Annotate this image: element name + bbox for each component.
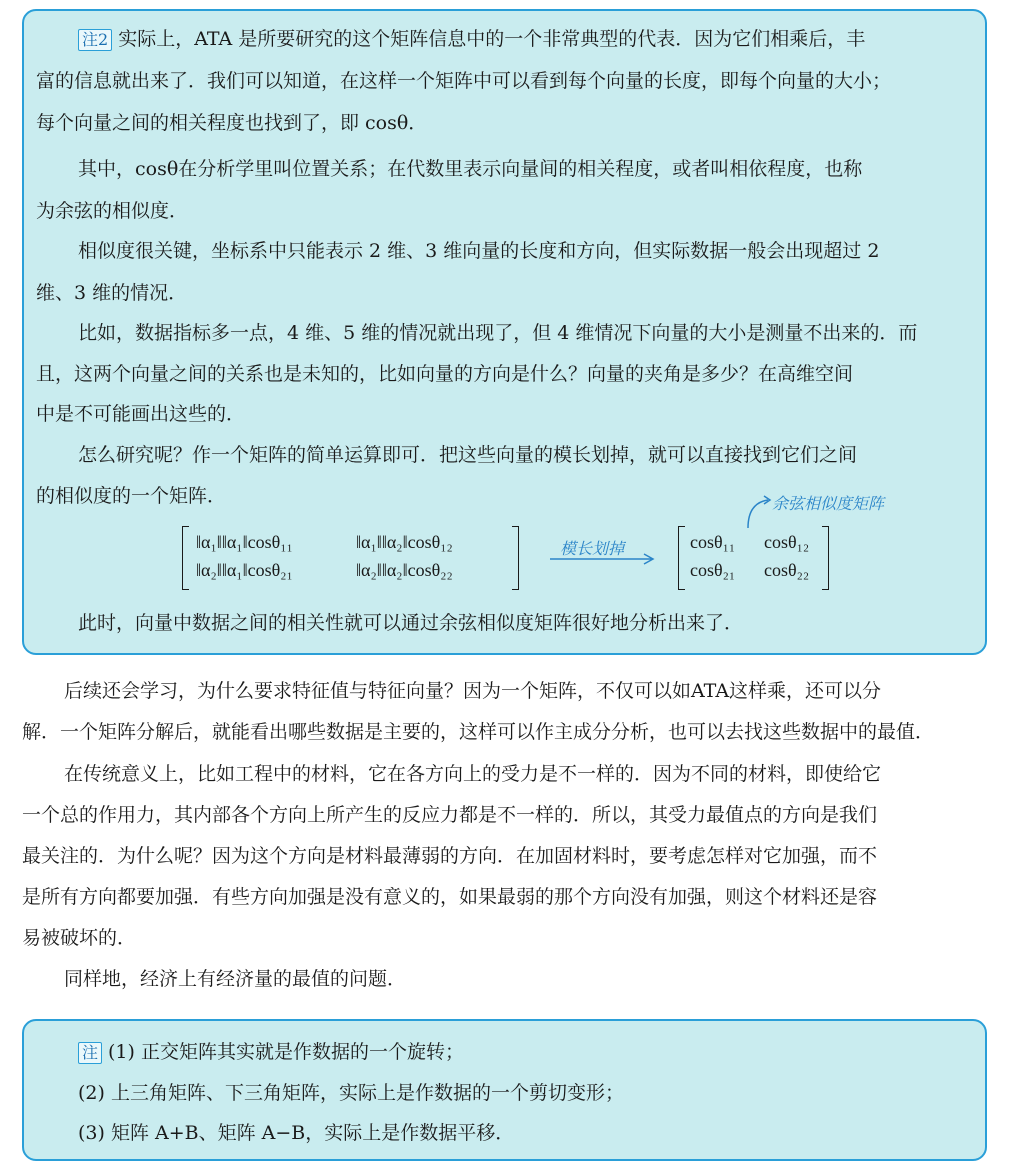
body-line-7: 易被破坏的． (22, 927, 137, 949)
note2-line-13: 此时，向量中数据之间的相关性就可以通过余弦相似度矩阵很好地分析出来了． (78, 612, 744, 634)
note2-tag: 注2 (78, 29, 112, 51)
note2-line-2: 富的信息就出来了．我们可以知道，在这样一个矩阵中可以看到每个向量的长度，即每个向量的大小； (36, 70, 892, 92)
note2-line-9: 且，这两个向量之间的关系也是未知的，比如向量的方向是什么？向量的夹角是多少？在高维空间 (36, 363, 854, 385)
left-matrix-bracket-right (512, 526, 519, 590)
body-line-1: 后续还会学习，为什么要求特征值与特征向量？因为一个矩阵，不仅可以如ATA这样乘，还可以分 (64, 680, 882, 702)
matrix-annotation: 余弦相似度矩阵 (772, 494, 885, 513)
right-matrix-cell-22: cosθ₂₂ (764, 560, 810, 580)
note2-line-6: 相似度很关键，坐标系中只能表示 2 维、3 维向量的长度和方向，但实际数据一般会出现超过 2 (78, 240, 880, 262)
left-matrix-bracket-left (182, 526, 189, 590)
note2-line-4: 其中，cosθ在分析学里叫位置关系；在代数里表示向量间的相关程度，或者叫相依程度，也称 (78, 158, 863, 180)
right-arrow-icon (548, 552, 658, 566)
note-tag: 注 (78, 1042, 102, 1064)
right-matrix-cell-12: cosθ₁₂ (764, 532, 810, 552)
body-line-8: 同样地，经济上有经济量的最值的问题． (64, 968, 407, 990)
body-line-2: 解．一个矩阵分解后，就能看出哪些数据是主要的，这样可以作主成分分析，也可以去找这些数据中的最值． (22, 721, 935, 743)
note-line-1 (78, 1040, 464, 1064)
note2-line-11: 怎么研究呢？作一个矩阵的简单运算即可．把这些向量的模长划掉，就可以直接找到它们之间 (78, 444, 858, 466)
body-line-4: 一个总的作用力，其内部各个方向上所产生的反应力都是不一样的．所以，其受力最值点的方向是我们 (22, 804, 878, 826)
note2-line-8: 比如，数据指标多一点，4 维、5 维的情况就出现了，但 4 维情况下向量的大小是测量不出来的．而 (78, 322, 918, 344)
right-matrix-cell-11: cosθ₁₁ (690, 532, 736, 552)
body-line-5: 最关注的．为什么呢？因为这个方向是材料最薄弱的方向．在加固材料时，要考虑怎样对它加强，而不 (22, 845, 878, 867)
note-text-1: (1) 正交矩阵其实就是作数据的一个旋转； (108, 1041, 464, 1063)
note-line-2: (2) 上三角矩阵、下三角矩阵，实际上是作数据的一个剪切变形； (78, 1082, 624, 1104)
note2-line-10: 中是不可能画出这些的． (36, 403, 246, 425)
note2-line-5: 为余弦的相似度． (36, 200, 189, 222)
arrow-label: 模长划掉 (560, 539, 625, 558)
note2-line-7: 维、3 维的情况． (36, 282, 188, 304)
right-matrix-cell-21: cosθ₂₁ (690, 560, 736, 580)
left-matrix-cell-21: ‖α₂‖‖α₁‖cosθ₂₁ (196, 560, 293, 580)
note-line-3: (3) 矩阵 A+B、矩阵 A−B，实际上是作数据平移． (78, 1122, 515, 1144)
note2-text-1: 实际上，ATA 是所要研究的这个矩阵信息中的一个非常典型的代表．因为它们相乘后，丰 (118, 28, 866, 50)
body-line-3: 在传统意义上，比如工程中的材料，它在各方向上的受力是不一样的．因为不同的材料，即使给它 (64, 763, 882, 785)
left-matrix-cell-12: ‖α₁‖‖α₂‖cosθ₁₂ (356, 532, 453, 552)
right-matrix-bracket-left (678, 526, 685, 590)
note2-line-12: 的相似度的一个矩阵． (36, 485, 227, 507)
note2-line-3: 每个向量之间的相关程度也找到了，即 cosθ． (36, 112, 428, 134)
body-line-6: 是所有方向都要加强．有些方向加强是没有意义的，如果最弱的那个方向没有加强，则这个材料还是容 (22, 886, 878, 908)
note2-line-1 (78, 27, 865, 51)
right-matrix-bracket-right (822, 526, 829, 590)
left-matrix-cell-11: ‖α₁‖‖α₁‖cosθ₁₁ (196, 532, 293, 552)
left-matrix-cell-22: ‖α₂‖‖α₂‖cosθ₂₂ (356, 560, 453, 580)
